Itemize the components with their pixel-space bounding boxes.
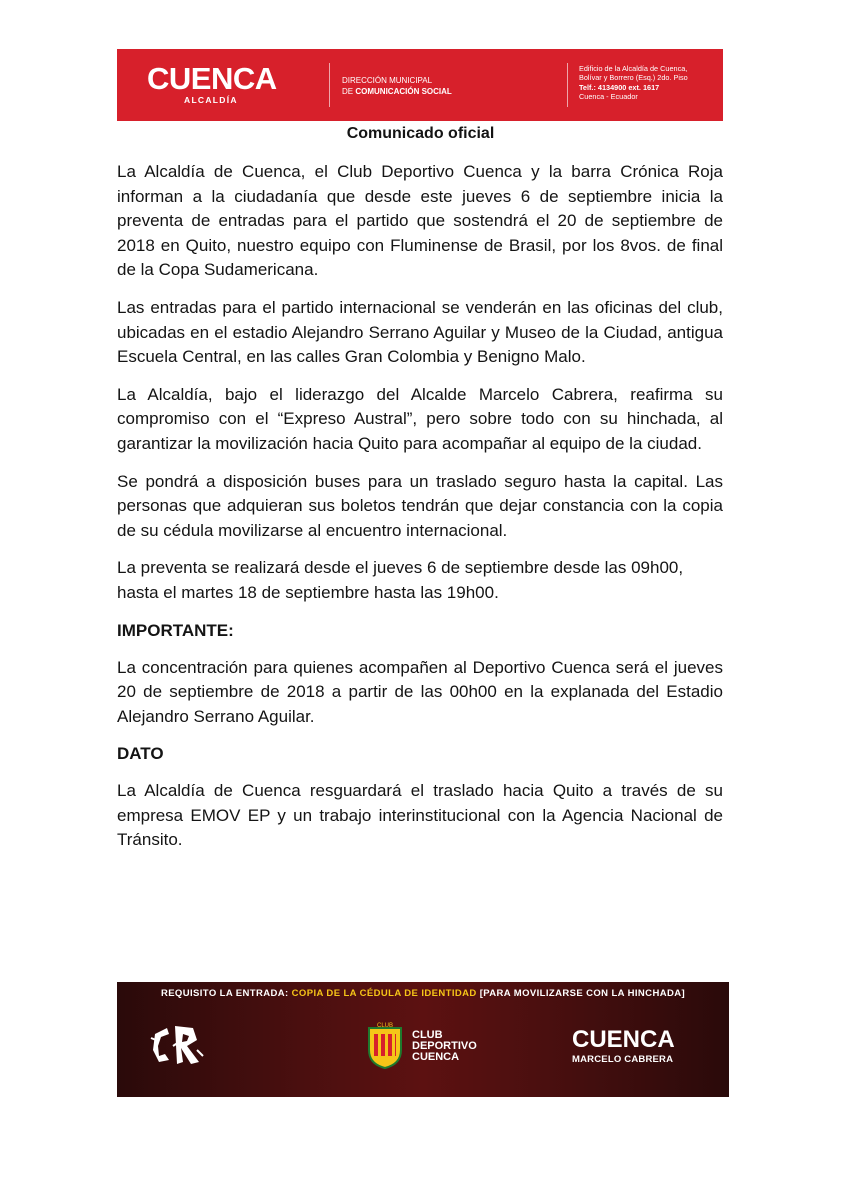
svg-text:CLUB: CLUB: [376, 1023, 394, 1029]
header-divider: [567, 63, 568, 107]
header-divider: [329, 63, 330, 107]
document-body: [117, 160, 723, 866]
contact-info: Edificio de la Alcaldía de Cuenca, Bolívar y Borrero (Esq.) 2do. Piso Telf.: 4134900 ext. 1617 Cuenca - Ecuador: [579, 64, 688, 102]
alcaldia-label: ALCALDÍA: [184, 95, 238, 105]
section-heading: IMPORTANTE:: [117, 620, 234, 640]
cuenca-logo: CUENCA: [147, 61, 277, 96]
club-deportivo-crest: [365, 1022, 405, 1070]
requirement-notice: REQUISITO LA ENTRADA: COPIA DE LA CÉDULA DE IDENTIDAD [PARA MOVILIZARSE CON LA HINCHADA]: [160, 988, 686, 999]
cuenca-logo-footer: CUENCA: [572, 1026, 675, 1053]
paragraph: Se pondrá a disposición buses para un traslado seguro hasta la capital. Las personas que adquieran sus boletos tendrán que dejar constancia con la copia de su cédula movilizarse al encuentro internacional.: [117, 471, 723, 540]
cronica-roja-logo: [147, 1020, 207, 1070]
mayor-name: MARCELO CABRERA: [572, 1054, 674, 1065]
paragraph: La Alcaldía, bajo el liderazgo del Alcalde Marcelo Cabrera, reafirma su compromiso con el “Expreso Austral”, pero sobre todo con su hinchada, al garantizar la movilización hacia Quito para acompañar al equipo de la ciudad.: [117, 384, 723, 453]
paragraph: La preventa se realizará desde el jueves 6 de septiembre desde las 09h00, hasta el martes 18 de septiembre hasta las 19h00.: [117, 558, 684, 602]
paragraph: La Alcaldía de Cuenca resguardará el traslado hacia Quito a través de su empresa EMOV EP y un trabajo interinstitucional con la Agencia Nacional de Tránsito.: [117, 781, 723, 850]
letterhead-banner: [117, 49, 723, 121]
footer-banner: [117, 982, 729, 1097]
department-name: DIRECCIÓN MUNICIPAL DE COMUNICACIÓN SOCIAL: [342, 76, 452, 96]
paragraph: La concentración para quienes acompañen al Deportivo Cuenca será el jueves 20 de septiembre de 2018 a partir de las 00h00 en la explanada del Estadio Alejandro Serrano Aguilar.: [117, 657, 723, 726]
club-deportivo-name: CLUB DEPORTIVO CUENCA: [412, 1029, 477, 1063]
document-title: Comunicado oficial: [346, 125, 495, 142]
section-heading: DATO: [117, 744, 164, 764]
paragraph: Las entradas para el partido internacional se venderán en las oficinas del club, ubicadas en el estadio Alejandro Serrano Aguilar y Museo de la Ciudad, antigua Escuela Central, en las calles Gran Colombia y Benigno Malo.: [117, 297, 723, 367]
paragraph: La Alcaldía de Cuenca, el Club Deportivo Cuenca y la barra Crónica Roja informan a la ciudadanía que desde este jueves 6 de septiembre inicia la preventa de entradas para el partido que sostendrá el 20 de septiembre de 2018 en Quito, nuestro equipo con Fluminense de Brasil, por los 8vos. de final de la Copa Sudamericana.: [117, 162, 723, 280]
